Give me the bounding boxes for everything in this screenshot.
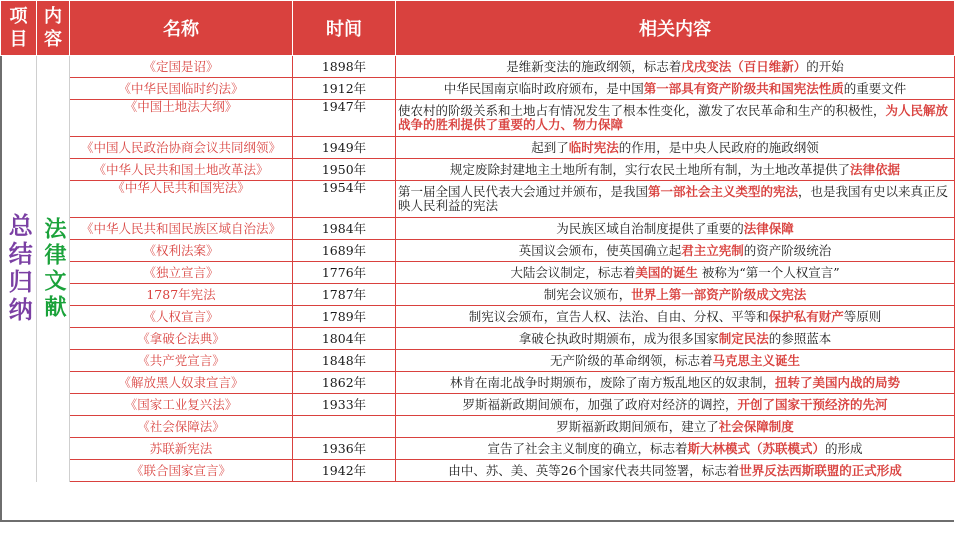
table-row: [1, 218, 955, 240]
document-year: 1776年: [293, 262, 396, 284]
highlight-text: 斯大林模式（苏联模式）: [687, 440, 825, 456]
header-name: 名称: [70, 1, 293, 56]
description-text: 无产阶级的革命纲领，标志着: [549, 352, 713, 368]
document-description: [396, 159, 955, 181]
table-row: [1, 438, 955, 460]
document-description: [396, 460, 955, 482]
document-name: 《联合国家宣言》: [70, 460, 293, 482]
document-description: [396, 394, 955, 416]
description-text: 使农村的阶级关系和土地占有情况发生了根本性变化，激发了农民革命和生产的积极性，: [398, 103, 886, 118]
document-year: 1949年: [293, 137, 396, 159]
highlight-text: 美国的诞生: [635, 264, 698, 280]
description-text: 的开始: [806, 58, 844, 74]
description-text: 由中、苏、美、英等26个国家代表共同签署，标志着: [448, 462, 740, 478]
document-year: 1950年: [293, 159, 396, 181]
category-label: 总结归纳: [4, 212, 33, 325]
document-description: [396, 350, 955, 372]
table-header: [1, 1, 955, 56]
highlight-text: 开创了国家干预经济的先河: [737, 396, 888, 412]
description-text: 的作用，是中央人民政府的施政纲领: [618, 139, 819, 155]
highlight-text: 君主立宪制: [681, 242, 744, 258]
document-year: 1954年: [293, 181, 396, 218]
document-description: [396, 56, 955, 78]
document-name: 《拿破仑法典》: [70, 328, 293, 350]
highlight-text: 法律保障: [743, 220, 794, 236]
document-year: 1936年: [293, 438, 396, 460]
document-name: 《中华人民共和国宪法》: [70, 181, 293, 218]
description-text: 中华民国南京临时政府颁布，是中国: [443, 80, 644, 96]
document-name: 《人权宣言》: [70, 306, 293, 328]
header-item: 项目: [1, 1, 37, 56]
document-year: 1689年: [293, 240, 396, 262]
document-year: 1789年: [293, 306, 396, 328]
header-related-content: 相关内容: [396, 1, 955, 56]
table-row: [1, 350, 955, 372]
subcategory-cell: [37, 56, 70, 482]
document-name: 《中华人民共和国民族区域自治法》: [70, 218, 293, 240]
header-time: 时间: [293, 1, 396, 56]
document-description: [396, 306, 955, 328]
header-content: 内容: [37, 1, 70, 56]
highlight-text: 第一部社会主义类型的宪法: [648, 184, 799, 199]
table-row: [1, 306, 955, 328]
document-name: 《独立宣言》: [70, 262, 293, 284]
description-text: 的参照蓝本: [768, 330, 832, 346]
table-row: [1, 137, 955, 159]
document-name: 《权利法案》: [70, 240, 293, 262]
document-year: 1787年: [293, 284, 396, 306]
table-row: [1, 78, 955, 100]
document-name: 《定国是诏》: [70, 56, 293, 78]
description-text: 罗斯福新政期间颁布，建立了: [556, 418, 719, 434]
table-row: [1, 100, 955, 137]
document-description: [396, 438, 955, 460]
document-description: [396, 416, 955, 438]
document-year: 1862年: [293, 372, 396, 394]
description-text: ，也是我国有史以来真正反映人民利益的宪法: [398, 184, 949, 213]
document-description: [396, 137, 955, 159]
document-name: 《中国土地法大纲》: [70, 100, 293, 137]
description-text: 被称为“第一个人权宣言”: [697, 264, 840, 280]
highlight-text: 社会保障制度: [718, 418, 794, 434]
document-year: 1933年: [293, 394, 396, 416]
table-row: [1, 56, 955, 78]
document-name: 《社会保障法》: [70, 416, 293, 438]
table-row: [1, 460, 955, 482]
document-year: 1912年: [293, 78, 396, 100]
table-row: [1, 159, 955, 181]
document-year: 1848年: [293, 350, 396, 372]
table-row: [1, 181, 955, 218]
highlight-text: 第一部具有资产阶级共和国宪法性质: [643, 80, 844, 96]
table-row: [1, 284, 955, 306]
description-text: 拿破仑执政时期颁布，成为很多国家: [518, 330, 719, 346]
highlight-text: 戊戌变法（百日维新）: [681, 58, 807, 74]
document-description: [396, 284, 955, 306]
document-year: 1947年: [293, 100, 396, 137]
description-text: 制宪会议颁布，: [543, 286, 632, 302]
description-text: 是维新变法的施政纲领，标志着: [506, 58, 682, 74]
document-name: 《国家工业复兴法》: [70, 394, 293, 416]
table-row: [1, 328, 955, 350]
document-name: 《解放黑人奴隶宣言》: [70, 372, 293, 394]
table-row: [1, 372, 955, 394]
highlight-text: 马克思主义诞生: [712, 352, 801, 368]
document-year: [293, 416, 396, 438]
description-text: 宣告了社会主义制度的确立，标志着: [487, 440, 688, 456]
document-year: 1942年: [293, 460, 396, 482]
description-text: 起到了: [531, 139, 569, 155]
document-name: 《共产党宣言》: [70, 350, 293, 372]
document-description: [396, 181, 955, 218]
highlight-text: 制定民法: [718, 330, 769, 346]
highlight-text: 世界上第一部资产阶级成文宪法: [631, 286, 807, 302]
document-year: 1984年: [293, 218, 396, 240]
document-description: [396, 262, 955, 284]
highlight-text: 为人民解放战争的胜利提供了重要的人力、物力保障: [398, 103, 949, 132]
table-row: [1, 262, 955, 284]
document-description: [396, 328, 955, 350]
document-name: 《中华民国临时约法》: [70, 78, 293, 100]
description-text: 的资产阶级统治: [743, 242, 832, 258]
description-text: 制宪议会颁布，宣告人权、法治、自由、分权、平等和: [468, 308, 769, 324]
description-text: 英国议会颁布，使英国确立起: [518, 242, 682, 258]
document-name: 苏联新宪法: [70, 438, 293, 460]
highlight-text: 临时宪法: [568, 139, 619, 155]
description-text: 等原则: [843, 308, 882, 324]
document-year: 1804年: [293, 328, 396, 350]
highlight-text: 扭转了美国内战的局势: [775, 374, 901, 390]
table-row: [1, 240, 955, 262]
description-text: 规定废除封建地主土地所有制，实行农民土地所有制，为土地改革提供了: [449, 161, 850, 177]
table-row: [1, 416, 955, 438]
document-name: 1787年宪法: [70, 284, 293, 306]
category-cell: [1, 56, 37, 482]
description-text: 第一届全国人民代表大会通过并颁布，是我国: [398, 184, 649, 199]
highlight-text: 法律依据: [850, 161, 901, 177]
description-text: 林肯在南北战争时期颁布，废除了南方叛乱地区的奴隶制，: [449, 374, 775, 390]
description-text: 为民族区域自治制度提供了重要的: [556, 220, 744, 236]
description-text: 罗斯福新政期间颁布，加强了政府对经济的调控，: [462, 396, 738, 412]
description-text: 的形成: [825, 440, 863, 456]
document-description: [396, 100, 955, 137]
description-text: 的重要文件: [843, 80, 907, 96]
document-name: 《中华人民共和国土地改革法》: [70, 159, 293, 181]
table-row: [1, 394, 955, 416]
description-text: 大陆会议制定，标志着: [510, 264, 636, 280]
document-description: [396, 78, 955, 100]
highlight-text: 世界反法西斯联盟的正式形成: [739, 462, 902, 478]
table-body: [1, 56, 955, 482]
document-name: 《中国人民政治协商会议共同纲领》: [70, 137, 293, 159]
document-year: 1898年: [293, 56, 396, 78]
subcategory-label: 法律文献: [41, 216, 66, 321]
document-description: [396, 240, 955, 262]
highlight-text: 保护私有财产: [768, 308, 844, 324]
document-description: [396, 372, 955, 394]
document-description: [396, 218, 955, 240]
